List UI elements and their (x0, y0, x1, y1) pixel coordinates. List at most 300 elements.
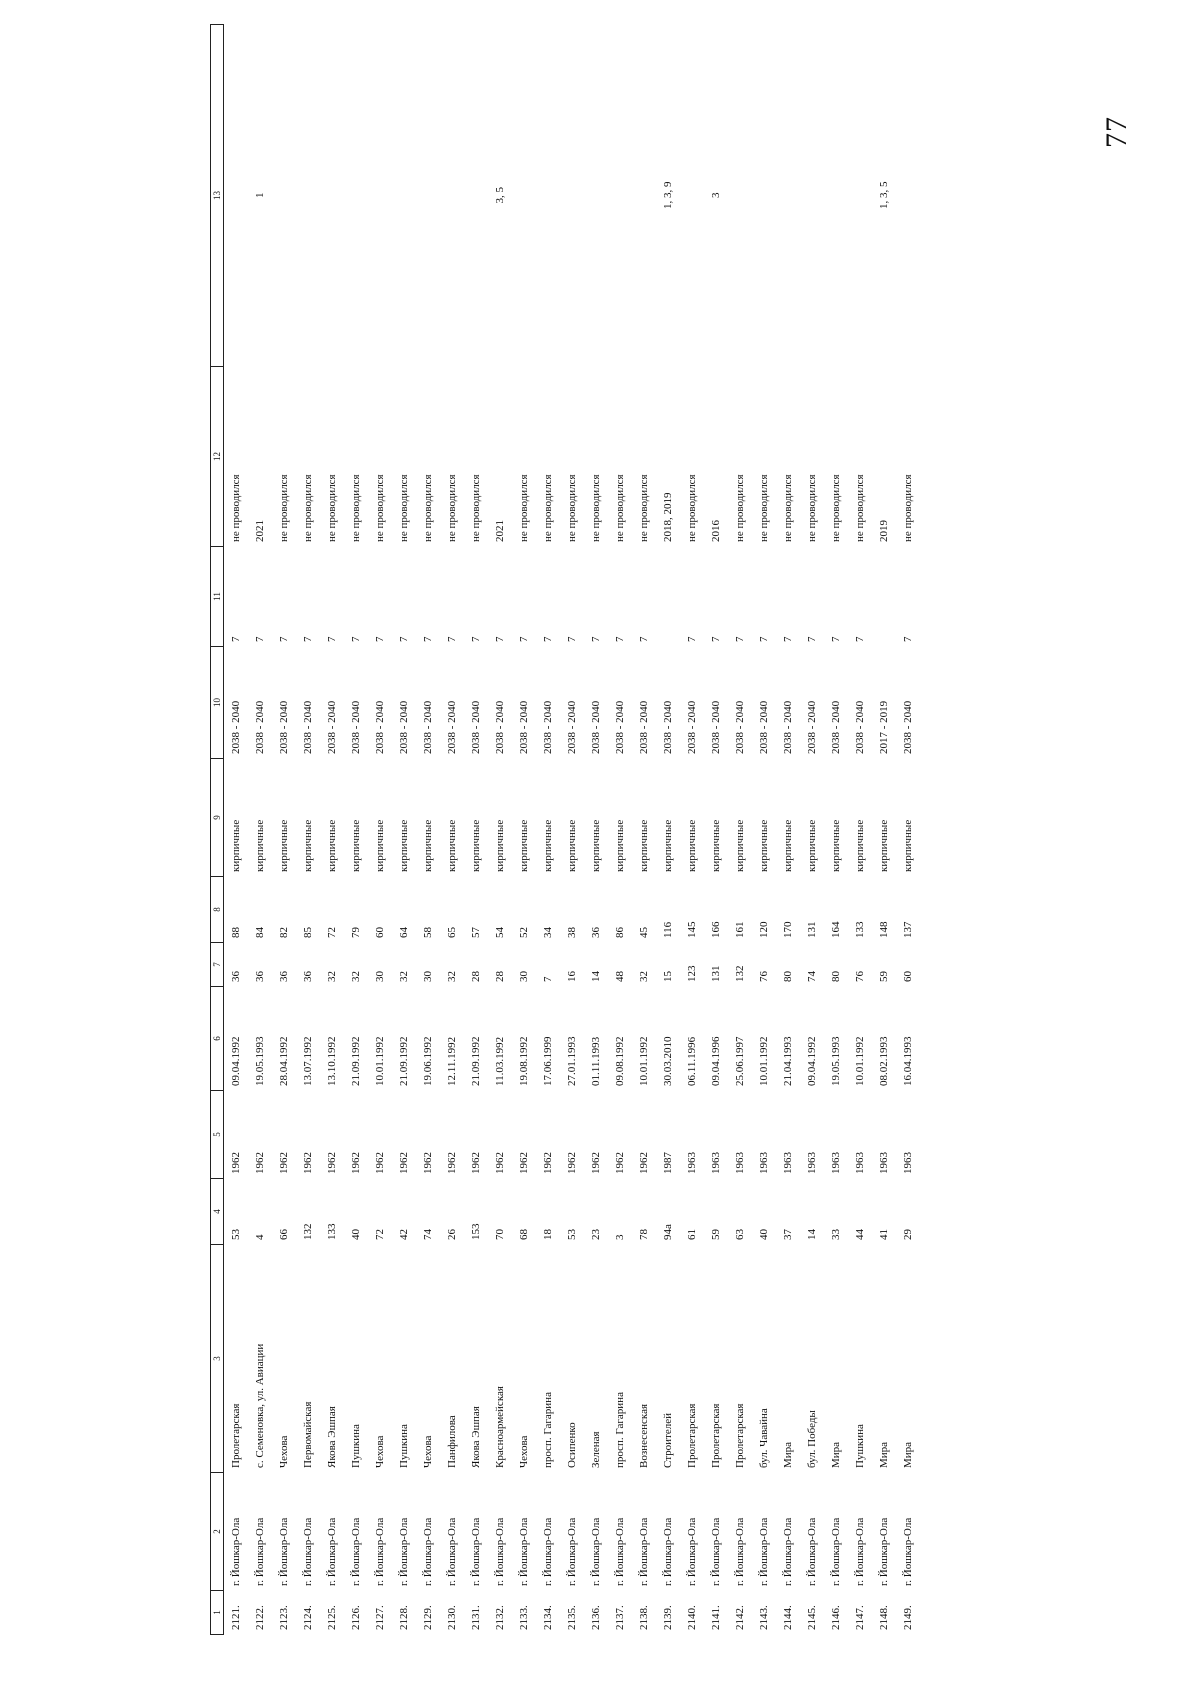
cell-service-count: 7 (542, 636, 554, 642)
cell-registration-date: 21.09.1992 (470, 1036, 482, 1086)
page-number: 77 (1100, 116, 1133, 148)
cell-wall-material: кирпичные (494, 819, 506, 872)
cell-residents: 85 (302, 927, 314, 938)
cell-registration-date: 25.06.1997 (734, 1036, 746, 1086)
column-number-1: 1 (211, 1591, 224, 1635)
cell-last-repair-year: 2018, 2019 (662, 492, 674, 542)
cell-service-count: 7 (710, 636, 722, 642)
cell-row-number: 2147. (854, 1605, 866, 1630)
cell-overhaul-period: 2038 - 2040 (326, 700, 338, 754)
cell-service-count: 7 (374, 636, 386, 642)
cell-residents: 57 (470, 927, 482, 938)
cell-service-count (872, 547, 896, 647)
cell-residents: 133 (854, 921, 866, 938)
cell-wall-material: кирпичные (398, 819, 410, 872)
cell-overhaul-period: 2038 - 2040 (854, 700, 866, 754)
cell-year-built: 1962 (302, 1152, 314, 1174)
cell-work-types (224, 25, 249, 367)
cell-last-repair-year: 2021 (494, 520, 506, 542)
cell-street: Пролетарская (710, 1403, 722, 1468)
cell-row-number: 2144. (782, 1605, 794, 1630)
cell-row-number: 2126. (350, 1605, 362, 1630)
cell-wall-material: кирпичные (470, 819, 482, 872)
cell-service-count (656, 547, 680, 647)
column-number-6: 6 (211, 987, 224, 1091)
cell-city: г. Йошкар-Ола (830, 1517, 842, 1586)
cell-overhaul-period: 2038 - 2040 (494, 700, 506, 754)
cell-row-number: 2125. (326, 1605, 338, 1630)
cell-year-built: 1963 (782, 1152, 794, 1174)
cell-work-types (824, 25, 848, 367)
cell-registration-date: 13.07.1992 (302, 1036, 314, 1086)
cell-overhaul-period: 2038 - 2040 (470, 700, 482, 754)
cell-street: Мира (902, 1441, 914, 1468)
cell-service-count: 7 (782, 636, 794, 642)
cell-last-repair-year: 2016 (710, 520, 722, 542)
cell-city: г. Йошкар-Ола (398, 1517, 410, 1586)
cell-wall-material: кирпичные (710, 819, 722, 872)
cell-house-number: 37 (782, 1229, 794, 1240)
cell-house-number: 70 (494, 1229, 506, 1240)
cell-row-number: 2128. (398, 1605, 410, 1630)
cell-overhaul-period: 2038 - 2040 (902, 700, 914, 754)
cell-street: Якова Эшпая (470, 1406, 482, 1468)
cell-street: Пушкина (854, 1424, 866, 1468)
cell-house-number: 14 (806, 1229, 818, 1240)
cell-street: бул. Победы (806, 1410, 818, 1468)
cell-street: просп. Гагарина (542, 1392, 554, 1468)
column-number-5: 5 (211, 1091, 224, 1179)
cell-service-count: 7 (494, 636, 506, 642)
cell-service-count: 7 (302, 636, 314, 642)
column-number-13: 13 (211, 25, 224, 367)
column-number-3: 3 (211, 1245, 224, 1473)
cell-row-number: 2140. (686, 1605, 698, 1630)
cell-street: с. Семеновка, ул. Авиации (254, 1343, 266, 1468)
cell-row-number: 2130. (446, 1605, 458, 1630)
cell-wall-material: кирпичные (374, 819, 386, 872)
housing-table (210, 24, 920, 1635)
cell-last-repair-year: не проводился (566, 474, 578, 542)
cell-year-built: 1962 (518, 1152, 530, 1174)
cell-year-built: 1962 (350, 1152, 362, 1174)
cell-street: Пролетарская (686, 1403, 698, 1468)
cell-wall-material: кирпичные (662, 819, 674, 872)
cell-wall-material: кирпичные (782, 819, 794, 872)
table-row (512, 25, 536, 1635)
cell-overhaul-period: 2038 - 2040 (806, 700, 818, 754)
cell-work-types (296, 25, 320, 367)
cell-city: г. Йошкар-Ола (302, 1517, 314, 1586)
cell-work-types (416, 25, 440, 367)
cell-service-count: 7 (830, 636, 842, 642)
cell-last-repair-year: не проводился (614, 474, 626, 542)
table-row (896, 25, 920, 1635)
cell-wall-material: кирпичные (734, 819, 746, 872)
cell-overhaul-period: 2038 - 2040 (398, 700, 410, 754)
table-row (416, 25, 440, 1635)
cell-work-types (320, 25, 344, 367)
cell-overhaul-period: 2038 - 2040 (590, 700, 602, 754)
cell-apartments: 131 (710, 965, 722, 982)
table-row (224, 25, 249, 1635)
cell-overhaul-period: 2038 - 2040 (734, 700, 746, 754)
cell-registration-date: 27.01.1993 (566, 1036, 578, 1086)
cell-house-number: 132 (302, 1223, 314, 1240)
cell-street: Чехова (374, 1435, 386, 1468)
cell-registration-date: 11.03.1992 (494, 1036, 506, 1086)
cell-wall-material: кирпичные (830, 819, 842, 872)
cell-wall-material: кирпичные (758, 819, 770, 872)
cell-service-count: 7 (422, 636, 434, 642)
cell-apartments: 36 (278, 971, 290, 982)
cell-work-types (272, 25, 296, 367)
cell-last-repair-year: 2019 (878, 520, 890, 542)
cell-residents: 54 (494, 927, 506, 938)
cell-last-repair-year: не проводился (686, 474, 698, 542)
table-row (824, 25, 848, 1635)
cell-last-repair-year: не проводился (302, 474, 314, 542)
cell-last-repair-year: не проводился (902, 474, 914, 542)
cell-row-number: 2129. (422, 1605, 434, 1630)
cell-year-built: 1962 (446, 1152, 458, 1174)
cell-last-repair-year: 2021 (254, 520, 266, 542)
column-number-row (211, 25, 224, 1635)
cell-house-number: 41 (878, 1229, 890, 1240)
cell-work-types: 3, 5 (494, 187, 506, 204)
cell-registration-date: 09.08.1992 (614, 1036, 626, 1086)
table-row (608, 25, 632, 1635)
cell-residents: 131 (806, 921, 818, 938)
cell-row-number: 2122. (254, 1605, 266, 1630)
table-row (368, 25, 392, 1635)
cell-work-types (776, 25, 800, 367)
cell-year-built: 1963 (854, 1152, 866, 1174)
cell-apartments: 15 (662, 971, 674, 982)
cell-row-number: 2149. (902, 1605, 914, 1630)
table-row (320, 25, 344, 1635)
cell-work-types (608, 25, 632, 367)
cell-city: г. Йошкар-Ола (494, 1517, 506, 1586)
cell-city: г. Йошкар-Ола (566, 1517, 578, 1586)
column-number-2: 2 (211, 1473, 224, 1591)
cell-registration-date: 21.09.1992 (350, 1036, 362, 1086)
cell-work-types: 1, 3, 5 (878, 181, 890, 209)
cell-row-number: 2131. (470, 1605, 482, 1630)
cell-registration-date: 09.04.1992 (806, 1036, 818, 1086)
cell-city: г. Йошкар-Ола (902, 1517, 914, 1586)
cell-service-count: 7 (854, 636, 866, 642)
cell-residents: 45 (638, 927, 650, 938)
cell-residents: 38 (566, 927, 578, 938)
cell-row-number: 2121. (230, 1605, 242, 1630)
cell-residents: 116 (662, 921, 674, 938)
cell-street: Чехова (518, 1435, 530, 1468)
table-row (344, 25, 368, 1635)
cell-overhaul-period: 2038 - 2040 (254, 700, 266, 754)
cell-overhaul-period: 2038 - 2040 (278, 700, 290, 754)
cell-street: Зеленая (590, 1431, 602, 1468)
cell-last-repair-year: не проводился (854, 474, 866, 542)
cell-city: г. Йошкар-Ола (662, 1517, 674, 1586)
cell-overhaul-period: 2038 - 2040 (542, 700, 554, 754)
cell-apartments: 60 (902, 971, 914, 982)
table-row (488, 25, 512, 1635)
cell-year-built: 1963 (902, 1152, 914, 1174)
cell-city: г. Йошкар-Ола (758, 1517, 770, 1586)
cell-row-number: 2139. (662, 1605, 674, 1630)
cell-street: Пролетарская (734, 1403, 746, 1468)
table-row (272, 25, 296, 1635)
cell-apartments: 14 (590, 971, 602, 982)
cell-row-number: 2141. (710, 1605, 722, 1630)
cell-registration-date: 19.06.1992 (422, 1036, 434, 1086)
cell-registration-date: 09.04.1996 (710, 1036, 722, 1086)
cell-last-repair-year: не проводился (830, 474, 842, 542)
cell-city: г. Йошкар-Ола (350, 1517, 362, 1586)
cell-service-count: 7 (398, 636, 410, 642)
cell-apartments: 74 (806, 971, 818, 982)
cell-service-count: 7 (278, 636, 290, 642)
cell-service-count: 7 (758, 636, 770, 642)
cell-work-types (632, 25, 656, 367)
cell-service-count: 7 (566, 636, 578, 642)
column-number-11: 11 (211, 547, 224, 647)
cell-residents: 145 (686, 921, 698, 938)
cell-last-repair-year: не проводился (446, 474, 458, 542)
cell-last-repair-year: не проводился (542, 474, 554, 542)
cell-year-built: 1962 (422, 1152, 434, 1174)
cell-year-built: 1963 (806, 1152, 818, 1174)
rotated-table-container (210, 125, 980, 1635)
cell-last-repair-year: не проводился (638, 474, 650, 542)
table-row (296, 25, 320, 1635)
cell-apartments: 28 (470, 971, 482, 982)
cell-apartments: 48 (614, 971, 626, 982)
cell-wall-material: кирпичные (446, 819, 458, 872)
cell-apartments: 32 (326, 971, 338, 982)
cell-last-repair-year: не проводился (278, 474, 290, 542)
cell-residents: 120 (758, 921, 770, 938)
cell-overhaul-period: 2038 - 2040 (662, 700, 674, 754)
cell-year-built: 1962 (566, 1152, 578, 1174)
cell-work-types (584, 25, 608, 367)
cell-registration-date: 30.03.2010 (662, 1036, 674, 1086)
cell-city: г. Йошкар-Ола (878, 1517, 890, 1586)
table-row (848, 25, 872, 1635)
cell-apartments: 36 (254, 971, 266, 982)
cell-year-built: 1963 (878, 1152, 890, 1174)
cell-service-count: 7 (734, 636, 746, 642)
cell-street: Пушкина (350, 1424, 362, 1468)
cell-row-number: 2138. (638, 1605, 650, 1630)
cell-residents: 164 (830, 921, 842, 938)
cell-residents: 52 (518, 927, 530, 938)
cell-house-number: 78 (638, 1229, 650, 1240)
cell-overhaul-period: 2038 - 2040 (710, 700, 722, 754)
cell-residents: 60 (374, 927, 386, 938)
cell-city: г. Йошкар-Ола (686, 1517, 698, 1586)
cell-row-number: 2133. (518, 1605, 530, 1630)
cell-wall-material: кирпичные (878, 819, 890, 872)
cell-year-built: 1962 (326, 1152, 338, 1174)
cell-city: г. Йошкар-Ола (542, 1517, 554, 1586)
cell-city: г. Йошкар-Ола (374, 1517, 386, 1586)
cell-apartments: 59 (878, 971, 890, 982)
cell-wall-material: кирпичные (590, 819, 602, 872)
cell-wall-material: кирпичные (326, 819, 338, 872)
cell-service-count: 7 (806, 636, 818, 642)
cell-street: Пушкина (398, 1424, 410, 1468)
cell-work-types (536, 25, 560, 367)
cell-house-number: 133 (326, 1223, 338, 1240)
cell-year-built: 1963 (686, 1152, 698, 1174)
cell-apartments: 7 (542, 976, 554, 982)
cell-registration-date: 09.04.1992 (230, 1036, 242, 1086)
cell-overhaul-period: 2038 - 2040 (350, 700, 362, 754)
cell-city: г. Йошкар-Ола (422, 1517, 434, 1586)
cell-wall-material: кирпичные (854, 819, 866, 872)
cell-last-repair-year: не проводился (350, 474, 362, 542)
cell-city: г. Йошкар-Ола (854, 1517, 866, 1586)
cell-house-number: 40 (758, 1229, 770, 1240)
cell-residents: 166 (710, 921, 722, 938)
cell-residents: 161 (734, 921, 746, 938)
cell-city: г. Йошкар-Ола (326, 1517, 338, 1586)
cell-last-repair-year: не проводился (398, 474, 410, 542)
cell-street: Красноармейская (494, 1386, 506, 1468)
cell-registration-date: 19.05.1993 (254, 1036, 266, 1086)
cell-work-types (368, 25, 392, 367)
cell-work-types (560, 25, 584, 367)
cell-street: Мира (782, 1441, 794, 1468)
table-row (560, 25, 584, 1635)
cell-year-built: 1962 (614, 1152, 626, 1174)
cell-wall-material: кирпичные (542, 819, 554, 872)
cell-year-built: 1962 (254, 1152, 266, 1174)
cell-year-built: 1962 (494, 1152, 506, 1174)
cell-service-count: 7 (326, 636, 338, 642)
cell-service-count: 7 (254, 636, 266, 642)
cell-year-built: 1962 (590, 1152, 602, 1174)
cell-house-number: 40 (350, 1229, 362, 1240)
cell-registration-date: 10.01.1992 (374, 1036, 386, 1086)
cell-service-count: 7 (614, 636, 626, 642)
cell-wall-material: кирпичные (350, 819, 362, 872)
cell-house-number: 26 (446, 1229, 458, 1240)
cell-registration-date: 10.01.1992 (758, 1036, 770, 1086)
cell-year-built: 1963 (734, 1152, 746, 1174)
cell-apartments: 80 (782, 971, 794, 982)
cell-wall-material: кирпичные (902, 819, 914, 872)
cell-city: г. Йошкар-Ола (710, 1517, 722, 1586)
cell-work-types (344, 25, 368, 367)
cell-registration-date: 16.04.1993 (902, 1036, 914, 1086)
cell-apartments: 76 (854, 971, 866, 982)
cell-apartments: 32 (350, 971, 362, 982)
cell-work-types: 3 (710, 192, 722, 198)
cell-registration-date: 13.10.1992 (326, 1036, 338, 1086)
cell-street: Чехова (422, 1435, 434, 1468)
table-row (392, 25, 416, 1635)
cell-service-count: 7 (446, 636, 458, 642)
cell-year-built: 1963 (710, 1152, 722, 1174)
cell-service-count: 7 (590, 636, 602, 642)
cell-city: г. Йошкар-Ола (446, 1517, 458, 1586)
cell-house-number: 59 (710, 1229, 722, 1240)
cell-apartments: 80 (830, 971, 842, 982)
cell-house-number: 66 (278, 1229, 290, 1240)
cell-work-types: 1, 3, 9 (662, 181, 674, 209)
table-row (632, 25, 656, 1635)
cell-wall-material: кирпичные (422, 819, 434, 872)
cell-residents: 72 (326, 927, 338, 938)
cell-house-number: 18 (542, 1229, 554, 1240)
cell-registration-date: 17.06.1999 (542, 1036, 554, 1086)
cell-year-built: 1962 (638, 1152, 650, 1174)
cell-residents: 148 (878, 921, 890, 938)
cell-last-repair-year: не проводился (422, 474, 434, 542)
cell-house-number: 23 (590, 1229, 602, 1240)
cell-wall-material: кирпичные (278, 819, 290, 872)
cell-registration-date: 12.11.1992 (446, 1036, 458, 1086)
table-row (440, 25, 464, 1635)
cell-street: Мира (878, 1441, 890, 1468)
cell-house-number: 68 (518, 1229, 530, 1240)
cell-row-number: 2123. (278, 1605, 290, 1630)
cell-registration-date: 28.04.1992 (278, 1036, 290, 1086)
cell-residents: 86 (614, 927, 626, 938)
cell-apartments: 32 (398, 971, 410, 982)
cell-year-built: 1987 (662, 1152, 674, 1174)
cell-overhaul-period: 2038 - 2040 (758, 700, 770, 754)
cell-last-repair-year: не проводился (326, 474, 338, 542)
table-row (776, 25, 800, 1635)
cell-city: г. Йошкар-Ола (278, 1517, 290, 1586)
cell-street: Осипенко (566, 1422, 578, 1468)
cell-house-number: 4 (254, 1234, 266, 1240)
cell-street: Панфилова (446, 1415, 458, 1468)
cell-work-types (896, 25, 920, 367)
table-row (656, 25, 680, 1635)
cell-service-count: 7 (638, 636, 650, 642)
cell-year-built: 1963 (830, 1152, 842, 1174)
cell-last-repair-year: не проводился (806, 474, 818, 542)
cell-overhaul-period: 2038 - 2040 (230, 700, 242, 754)
cell-city: г. Йошкар-Ола (782, 1517, 794, 1586)
cell-apartments: 76 (758, 971, 770, 982)
cell-residents: 65 (446, 927, 458, 938)
cell-work-types (392, 25, 416, 367)
cell-apartments: 123 (686, 965, 698, 982)
cell-year-built: 1962 (278, 1152, 290, 1174)
cell-apartments: 32 (638, 971, 650, 982)
cell-registration-date: 08.02.1993 (878, 1036, 890, 1086)
cell-year-built: 1962 (374, 1152, 386, 1174)
cell-overhaul-period: 2038 - 2040 (782, 700, 794, 754)
cell-apartments: 32 (446, 971, 458, 982)
table-row (800, 25, 824, 1635)
cell-work-types: 1 (254, 192, 266, 198)
cell-city: г. Йошкар-Ола (806, 1517, 818, 1586)
cell-year-built: 1963 (758, 1152, 770, 1174)
cell-row-number: 2148. (878, 1605, 890, 1630)
cell-work-types (848, 25, 872, 367)
cell-city: г. Йошкар-Ола (230, 1517, 242, 1586)
cell-street: Первомайская (302, 1401, 314, 1468)
table-row (248, 25, 272, 1635)
cell-residents: 137 (902, 921, 914, 938)
